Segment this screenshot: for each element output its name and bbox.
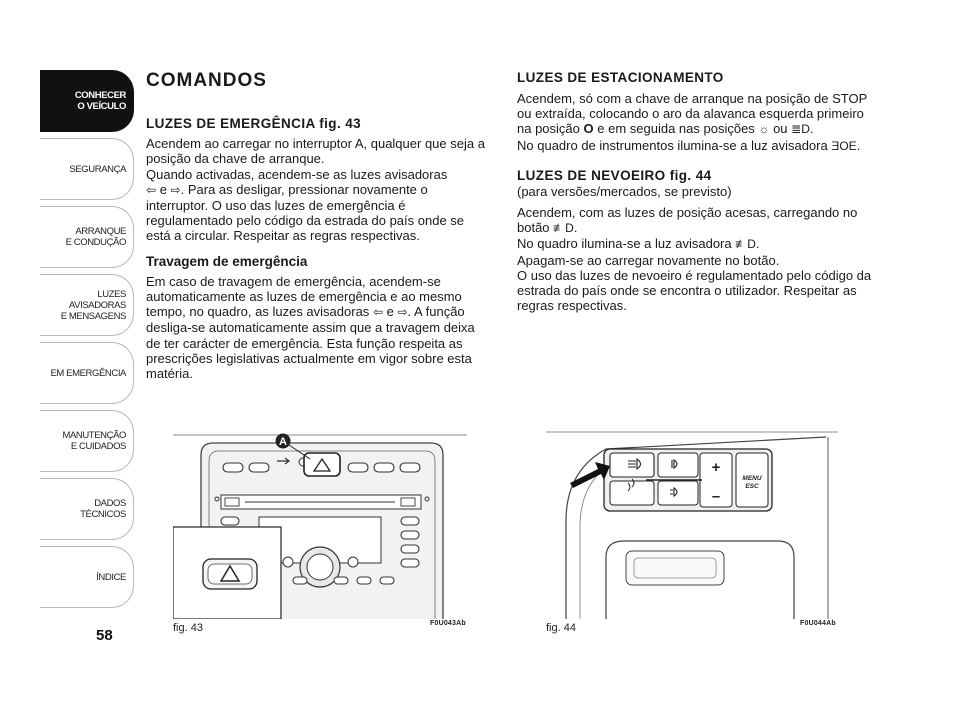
menu-label: MENU: [742, 475, 762, 482]
fog-paragraph: Acendem, com as luzes de posição acesas, carregando no botão ≢D. No quadro ilumina-se a luz avisadora ≢D. Apagam-se ao carregar novamente no botão. O uso das luzes de nevoeiro é regulamentado pelo código da estrada do país onde se encontra o utilizador. Respeitar as regras respectivas.: [517, 205, 872, 314]
parking-paragraph: Acendem, só com a chave de arranque na posição de STOP ou extraída, colocando o aro da alavanca esquerda primeiro na posição O e em seguida nas posições ☼ ou ≣D. No quadro de instrumentos ilumina-se a luz avisadora ƎOE.: [517, 91, 868, 153]
callout-a-label: A: [279, 436, 287, 448]
turn-left-arrow-icon: ⇦: [372, 305, 383, 320]
tab-indice[interactable]: ÍNDICE: [40, 546, 134, 608]
tab-manutencao[interactable]: MANUTENÇÃO E CUIDADOS: [40, 410, 134, 472]
turn-left-arrow-icon: ⇦: [146, 182, 157, 197]
tab-dados-tecnicos[interactable]: DADOS TÉCNICOS: [40, 478, 134, 540]
figure-43-illustration: [173, 431, 467, 619]
hazard-lights-title: LUZES DE EMERGÊNCIA fig. 43: [146, 116, 362, 131]
hazard-paragraph-1: Acendem ao carregar no interruptor A, qualquer que seja a posição da chave de arranque. Quando activadas, acendem-se as luzes avisadoras ⇦ e ⇨. Para as desligar, pressionar novamente o interruptor. O uso das luzes de emergência é regulamentado pelo código da estrada do país onde se está a circular. Respeitar as regras respectivas.: [146, 136, 485, 244]
tab-seguranca[interactable]: SEGURANÇA: [40, 138, 134, 200]
figure-44-illustration: [546, 431, 838, 619]
figure-43-hazard-switch: [173, 431, 467, 619]
dipped-beam-icon: ≣D: [791, 122, 810, 137]
figure-44-code: F0U044Ab: [800, 620, 836, 627]
esc-label: ESC: [745, 483, 759, 490]
tab-luzes-avisadoras[interactable]: LUZES AVISADORAS E MENSAGENS: [40, 274, 134, 336]
left-column: [146, 70, 491, 389]
hazard-paragraph-2: Quando activadas, acendem-se as luzes avisadoras ⇦ e ⇨. Para as desligar, pressionar novamente o interruptor. O uso das luzes de emergência é regulamentado pelo código da estrada do país onde se está a circular. Respeitar as regras respectivas.: [146, 166, 465, 244]
plus-label: +: [711, 459, 721, 476]
emergency-braking-paragraph: Em caso de travagem de emergência, acendem-se automaticamente as luzes de emergência e ao mesmo tempo, no quadro, as luzes avisadoras ⇦ e ⇨. A função desliga-se automaticamente assim que a travagem deixa de ter carácter de emergência. Esta função respeita as prescrições legislativas actualmente em vigor sobre esta matéria.: [146, 273, 475, 382]
rear-fog-icon: ≢D: [735, 237, 756, 252]
rear-fog-icon: ≢D: [553, 221, 574, 236]
fog-subtitle: (para versões/mercados, se previsto): [517, 183, 732, 199]
figure-43-caption: fig. 43: [173, 622, 203, 634]
parking-lights-title: LUZES DE ESTACIONAMENTO: [517, 70, 724, 85]
tab-conhecer-veiculo[interactable]: CONHECER O VEÍCULO: [40, 70, 134, 132]
figure-43-code: F0U043Ab: [430, 620, 466, 627]
minus-label: –: [711, 488, 721, 505]
right-column: [517, 70, 877, 321]
turn-right-arrow-icon: ⇨: [397, 305, 408, 320]
page-title: COMANDOS: [146, 70, 267, 91]
figure-44-caption: fig. 44: [546, 622, 576, 634]
fog-lights-title: LUZES DE NEVOEIRO fig. 44: [517, 167, 712, 183]
emergency-braking-title: Travagem de emergência: [146, 253, 308, 269]
parking-lights-icon: ƎOE: [831, 138, 857, 153]
tab-arranque-conducao[interactable]: ARRANQUE E CONDUÇÃO: [40, 206, 134, 268]
tab-em-emergencia[interactable]: EM EMERGÊNCIA: [40, 342, 134, 404]
page-number: 58: [96, 627, 113, 644]
sidelight-sun-icon: ☼: [758, 122, 770, 137]
figure-44-fog-switch: [546, 431, 838, 619]
turn-right-arrow-icon: ⇨: [170, 182, 181, 197]
